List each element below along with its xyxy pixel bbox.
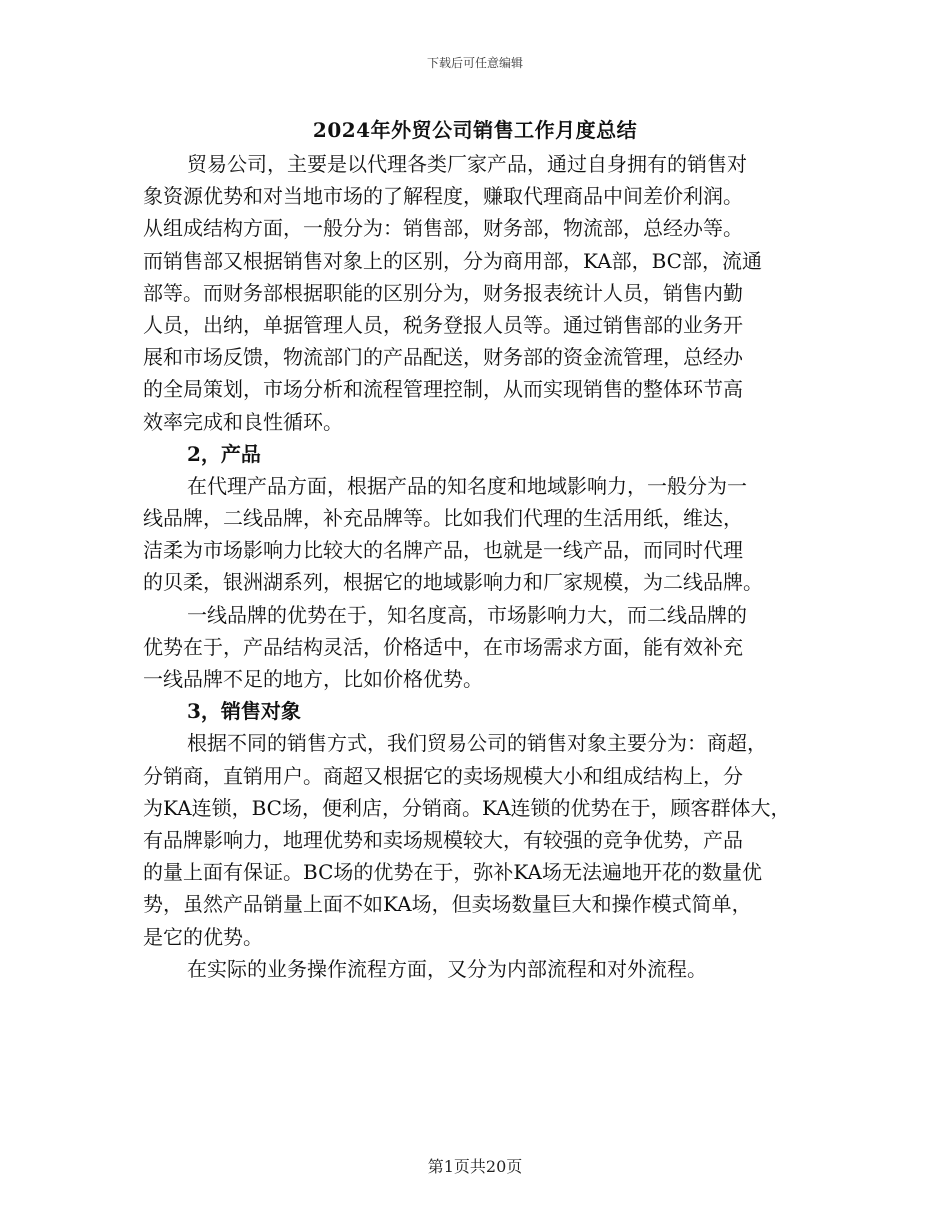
text-line: 优势在于，产品结构灵活，价格适中，在市场需求方面，能有效补充	[143, 634, 743, 659]
text-line: 的贝柔，银洲湖系列，根据它的地域影响力和厂家规模，为二线品牌。	[143, 570, 763, 595]
section-heading-products: 2，产品	[187, 441, 261, 466]
document-body	[143, 148, 827, 985]
text-line: 效率完成和良性循环。	[143, 409, 343, 434]
page-header: 下载后可任意编辑	[426, 56, 523, 70]
text-line: 分销商，直销用户。商超又根据它的卖场规模大小和组成结构上，分	[143, 763, 743, 788]
text-line: 一线品牌不足的地方，比如价格优势。	[143, 667, 483, 691]
text-line: 线品牌，二线品牌，补充品牌等。比如我们代理的生活用纸，维达，	[143, 506, 743, 531]
text-line: 部等。而财务部根据职能的区别分为，财务报表统计人员，销售内勤	[143, 280, 743, 305]
text-line: 是它的优势。	[143, 924, 263, 949]
text-line: 在实际的业务操作流程方面，又分为内部流程和对外流程。	[187, 956, 707, 981]
text-line: 势，虽然产品销量上面不如KA场，但卖场数量巨大和操作模式简单，	[143, 892, 752, 917]
text-line: 有品牌影响力，地理优势和卖场规模较大，有较强的竞争优势，产品	[143, 827, 743, 852]
text-line: 象资源优势和对当地市场的了解程度，赚取代理商品中间差价利润。	[143, 184, 743, 209]
text-line: 的量上面有保证。BC场的优势在于，弥补KA场无法遍地开花的数量优	[143, 860, 762, 885]
text-line: 一线品牌的优势在于，知名度高，市场影响力大，而二线品牌的	[187, 602, 747, 627]
text-line: 为KA连锁，BC场，便利店，分销商。KA连锁的优势在于，顾客群体大，	[143, 795, 791, 820]
page-footer: 第1页共20页	[427, 1157, 523, 1176]
text-line: 人员，出纳，单据管理人员，税务登报人员等。通过销售部的业务开	[143, 312, 743, 337]
section-heading-sales-targets: 3，销售对象	[187, 699, 301, 724]
paragraph-brand-advantages	[143, 599, 827, 696]
text-line: 洁柔为市场影响力比较大的名牌产品，也就是一线产品，而同时代理	[143, 538, 743, 563]
text-line: 贸易公司，主要是以代理各类厂家产品，通过自身拥有的销售对	[187, 152, 747, 176]
text-line: 从组成结构方面，一般分为：销售部，财务部，物流部，总经办等。	[143, 216, 743, 241]
text-line: 根据不同的销售方式，我们贸易公司的销售对象主要分为：商超，	[187, 731, 767, 756]
text-line: 展和市场反馈，物流部门的产品配送，财务部的资金流管理，总经办	[143, 345, 743, 370]
paragraph-sales-targets	[143, 727, 827, 952]
paragraph-process	[143, 953, 827, 985]
text-line: 在代理产品方面，根据产品的知名度和地域影响力，一般分为一	[187, 473, 747, 498]
paragraph-products	[143, 470, 827, 599]
text-line: 而销售部又根据销售对象上的区别，分为商用部，KA部，BC部，流通	[143, 248, 762, 273]
document-title: 2024年外贸公司销售工作月度总结	[312, 118, 638, 142]
paragraph-overview	[143, 148, 827, 438]
text-line: 的全局策划，市场分析和流程管理控制，从而实现销售的整体环节高	[143, 377, 743, 402]
